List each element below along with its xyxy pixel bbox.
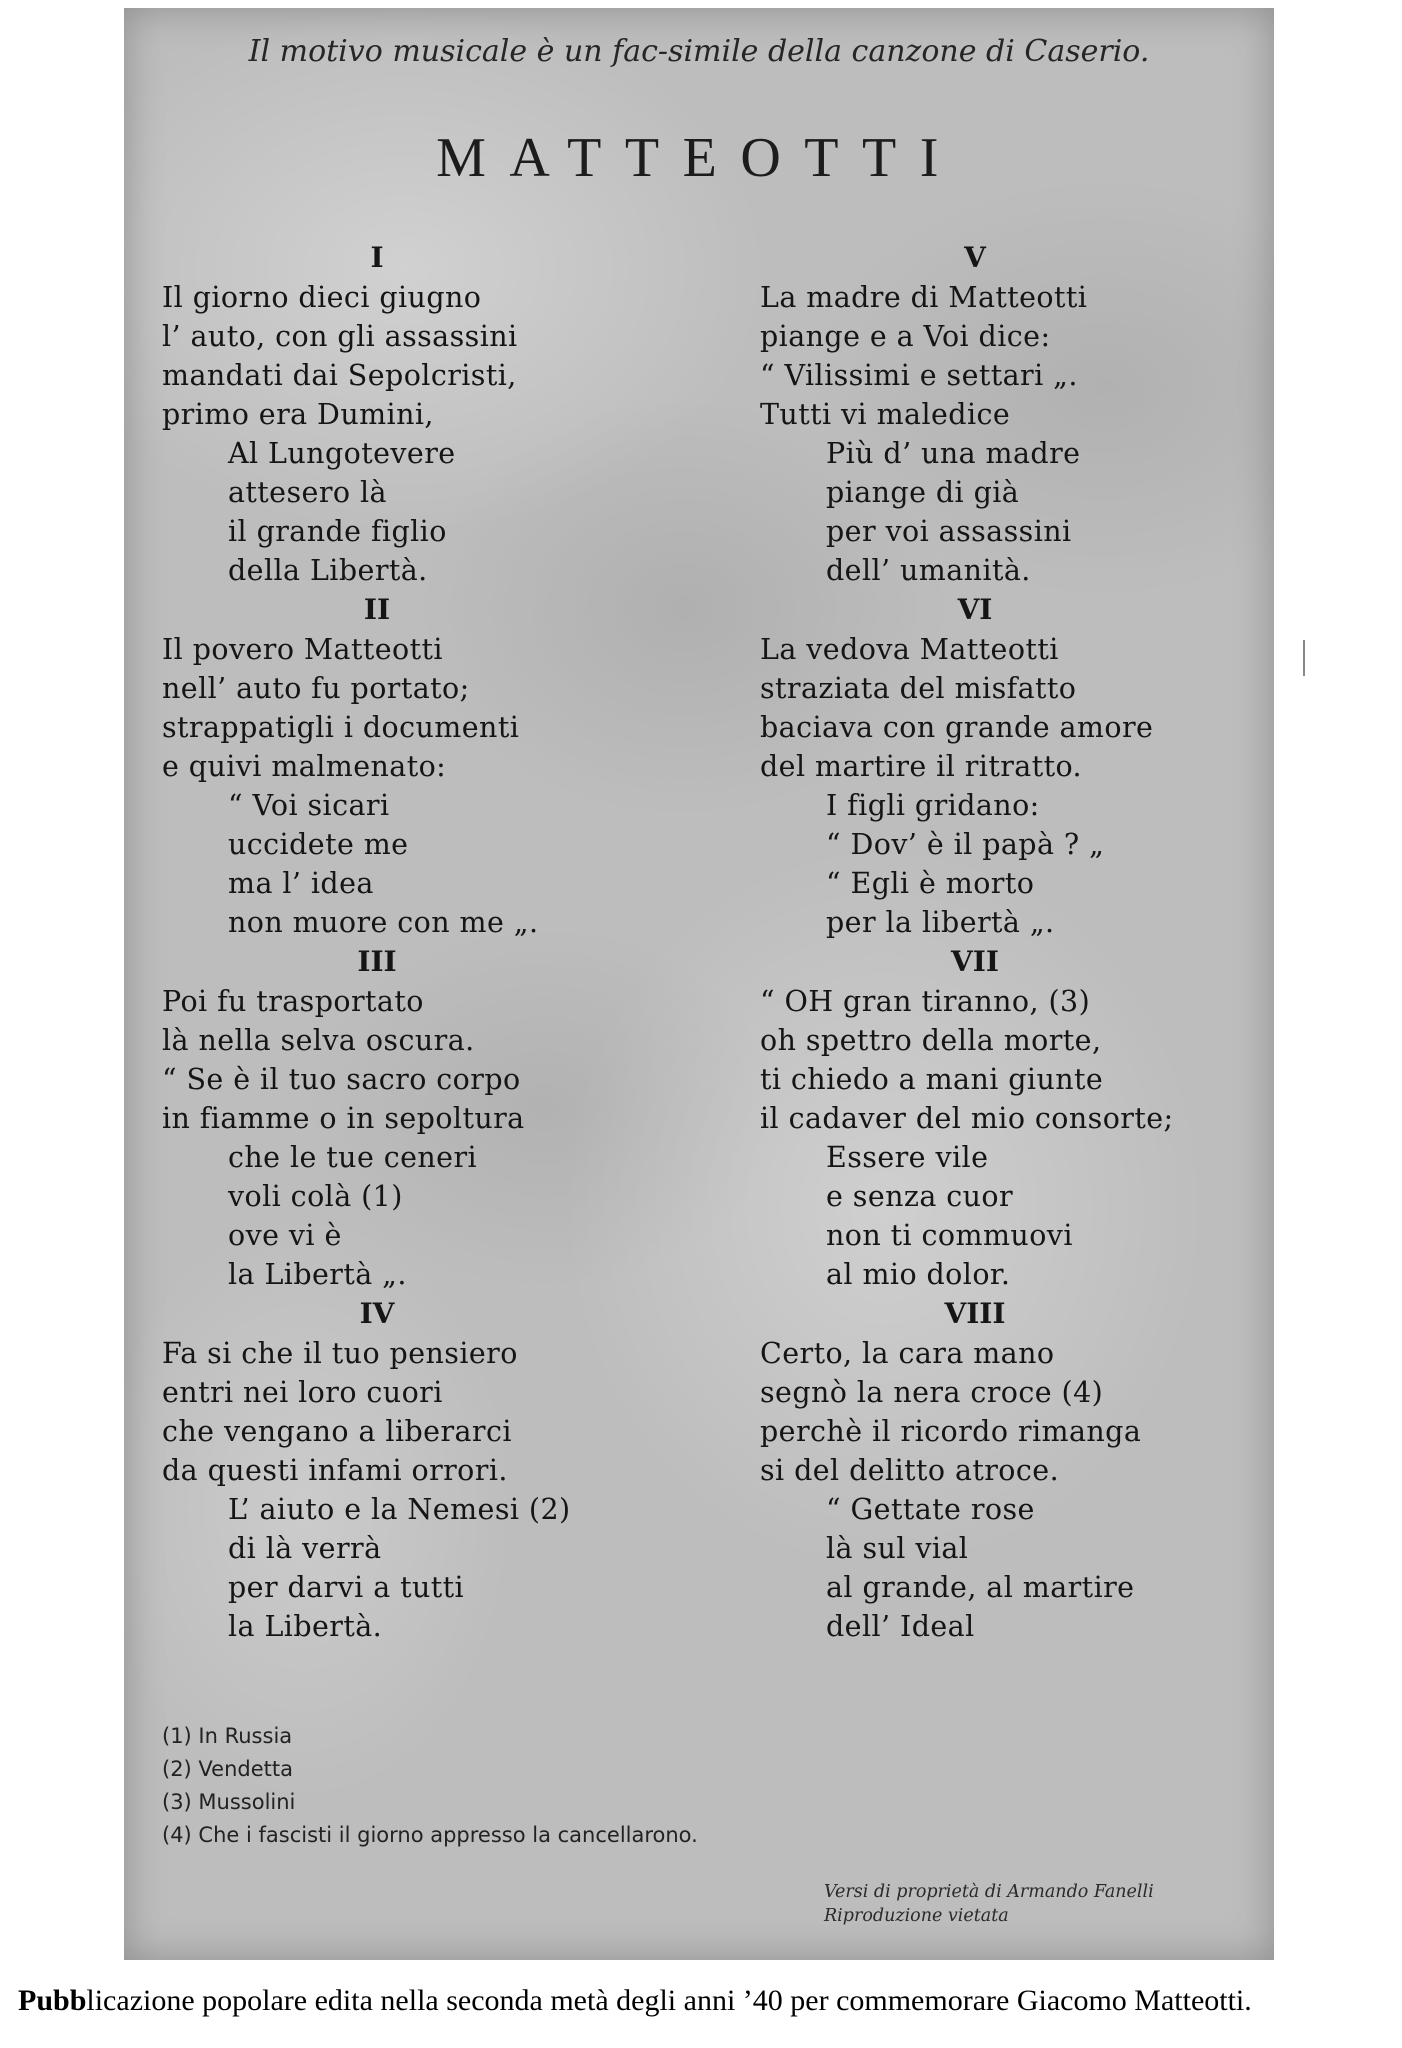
verse-line: L’ aiuto e la Nemesi (2): [228, 1493, 571, 1526]
verse-line: Il povero Matteotti: [162, 633, 443, 666]
verse-line: per voi assassini: [826, 515, 1072, 548]
verse-line: uccidete me: [228, 828, 409, 861]
verse-line: là sul vial: [826, 1532, 969, 1565]
verse-line: La madre di Matteotti: [760, 281, 1088, 314]
verse-line: La vedova Matteotti: [760, 633, 1059, 666]
verse-line: primo era Dumini,: [162, 398, 434, 431]
footnote: (2) Vendetta: [162, 1757, 293, 1781]
verse-line: che le tue ceneri: [228, 1141, 478, 1174]
verse-line: il cadaver del mio consorte;: [760, 1102, 1174, 1135]
verse-line: piange di già: [826, 476, 1020, 509]
caption-lead: Pubb: [18, 1984, 87, 2017]
stanza: [162, 238, 722, 590]
rights-reproduction: Riproduzione vietata: [824, 1906, 1009, 1926]
verse-line: entri nei loro cuori: [162, 1376, 443, 1409]
verse-line: piange e a Voi dice:: [760, 320, 1051, 353]
verse-line: segnò la nera croce (4): [760, 1376, 1104, 1409]
verse-line: ma l’ idea: [228, 867, 374, 900]
footnote: (4) Che i fascisti il giorno appresso la cancellarono.: [162, 1823, 698, 1847]
verse-line: Certo, la cara mano: [760, 1337, 1055, 1370]
verse-line: si del delitto atroce.: [760, 1454, 1060, 1487]
stanza-numeral: VIII: [944, 1297, 1006, 1330]
verse-line: e senza cuor: [826, 1180, 1014, 1213]
header-note: Il motivo musicale è un fac-simile della canzone di Caserio.: [248, 34, 1150, 69]
footnote: (1) In Russia: [162, 1724, 293, 1748]
verse-line: “ Dov’ è il papà ? „: [826, 828, 1105, 861]
stanza-numeral: VII: [951, 945, 999, 978]
verse-line: il grande figlio: [228, 515, 447, 548]
verse-line: oh spettro della morte,: [760, 1024, 1102, 1057]
verse-line: del martire il ritratto.: [760, 750, 1083, 783]
verse-line: e quivi malmenato:: [162, 750, 447, 783]
stanza: [162, 942, 722, 1294]
verse-line: di là verrà: [228, 1532, 382, 1565]
verse-line: Poi fu trasportato: [162, 985, 424, 1018]
leaflet-sheet: [124, 8, 1274, 1960]
verse-line: “ Se è il tuo sacro corpo: [162, 1063, 521, 1096]
verse-line: straziata del misfatto: [760, 672, 1077, 705]
caption: [0, 1984, 1402, 2018]
verse-line: “ Gettate rose: [826, 1493, 1035, 1526]
stanza-numeral: I: [370, 241, 384, 274]
verse-line: “ OH gran tiranno, (3): [760, 985, 1091, 1018]
stanza-numeral: II: [363, 593, 391, 626]
verse-line: della Libertà.: [228, 554, 428, 587]
verse-line: baciava con grande amore: [760, 711, 1154, 744]
verse-line: Al Lungotevere: [228, 437, 456, 470]
stanza: [162, 1294, 722, 1646]
verse-line: là nella selva oscura.: [162, 1024, 475, 1057]
verse-line: voli colà (1): [228, 1180, 403, 1213]
verse-line: Essere vile: [826, 1141, 989, 1174]
stanza: [162, 590, 722, 942]
verse-line: non muore con me „.: [228, 906, 539, 939]
verse-line: al mio dolor.: [826, 1258, 1011, 1291]
verse-line: in fiamme o in sepoltura: [162, 1102, 525, 1135]
stanza: [760, 942, 1320, 1294]
verse-line: strappatigli i documenti: [162, 711, 520, 744]
poem-title: MATTEOTTI: [436, 127, 962, 189]
verse-line: attesero là: [228, 476, 387, 509]
footnote: (3) Mussolini: [162, 1790, 296, 1814]
verse-line: la Libertà.: [228, 1610, 383, 1643]
verse-line: per la libertà „.: [826, 906, 1055, 939]
verse-line: “ Vilissimi e settari „.: [760, 359, 1078, 392]
verse-line: al grande, al martire: [826, 1571, 1135, 1604]
verse-line: mandati dai Sepolcristi,: [162, 359, 517, 392]
verse-line: dell’ umanità.: [826, 554, 1031, 587]
stanza: [760, 1294, 1320, 1646]
rights-notice: [824, 1880, 1244, 1928]
margin-mark: [1303, 640, 1305, 676]
verse-line: ove vi è: [228, 1219, 342, 1252]
verse-line: “ Voi sicari: [228, 789, 390, 822]
verse-line: Più d’ una madre: [826, 437, 1081, 470]
right-column: [760, 238, 1320, 1646]
verse-line: Fa si che il tuo pensiero: [162, 1337, 518, 1370]
verse-line: la Libertà „.: [228, 1258, 407, 1291]
stanza-numeral: IV: [359, 1297, 395, 1330]
verse-line: che vengano a liberarci: [162, 1415, 512, 1448]
stanza-numeral: V: [964, 241, 986, 274]
verse-line: I figli gridano:: [826, 789, 1040, 822]
verse-line: nell’ auto fu portato;: [162, 672, 470, 705]
stanza: [760, 238, 1320, 590]
verse-line: perchè il ricordo rimanga: [760, 1415, 1142, 1448]
footnotes: [162, 1720, 1062, 1852]
verse-line: non ti commuovi: [826, 1219, 1073, 1252]
stanza: [760, 590, 1320, 942]
stanza-numeral: VI: [957, 593, 993, 626]
left-column: [162, 238, 722, 1646]
verse-line: l’ auto, con gli assassini: [162, 320, 518, 353]
verse-line: ti chiedo a mani giunte: [760, 1063, 1104, 1096]
verse-line: Il giorno dieci giugno: [162, 281, 482, 314]
verse-line: Tutti vi maledice: [760, 398, 1011, 431]
stanza-numeral: III: [357, 945, 397, 978]
verse-line: dell’ Ideal: [826, 1610, 975, 1643]
rights-owner: Versi di proprietà di Armando Fanelli: [824, 1882, 1154, 1902]
caption-rest: licazione popolare edita nella seconda metà degli anni ’40 per commemorare Giacomo Matteotti.: [86, 1984, 1252, 2017]
verse-line: “ Egli è morto: [826, 867, 1035, 900]
verse-line: da questi infami orrori.: [162, 1454, 508, 1487]
verse-line: per darvi a tutti: [228, 1571, 465, 1604]
